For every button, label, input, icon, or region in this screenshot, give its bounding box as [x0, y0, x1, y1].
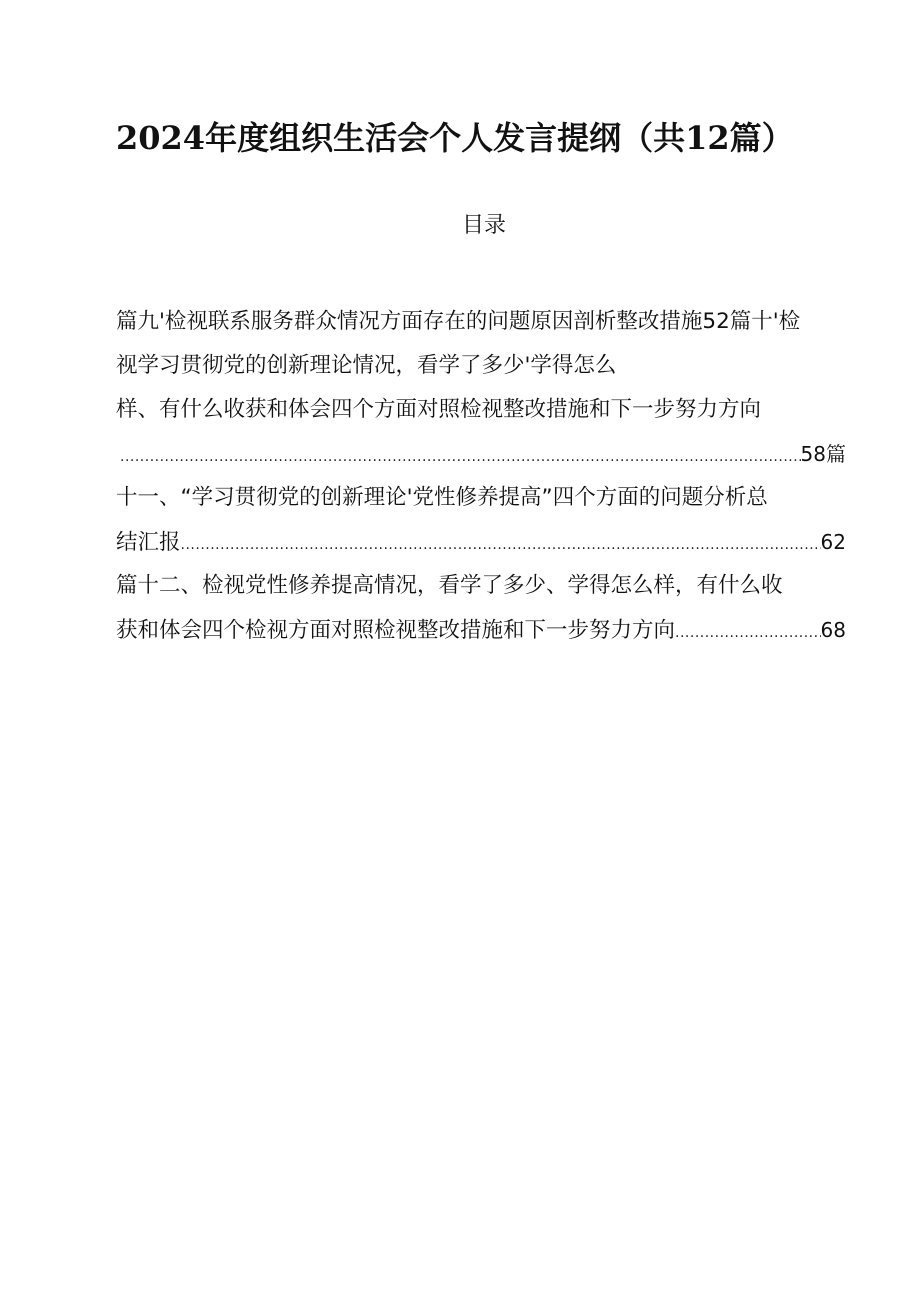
- toc-heading: 目录: [461, 213, 506, 238]
- dot-leader: [675, 611, 821, 652]
- toc-page-number: 58篇: [800, 442, 846, 466]
- document-title: 2024年度组织生活会个人发言提纲（共12篇）: [116, 119, 794, 157]
- dot-leader: [181, 523, 821, 564]
- toc-page-number: 68: [820, 618, 846, 642]
- toc-line: [116, 608, 846, 652]
- toc-line: [116, 344, 846, 388]
- toc-line-text: 篇九'检视联系服务群众情况方面存在的问题原因剖析整改措施52篇十'检: [116, 309, 801, 334]
- toc-line-text: 十一、“学习贯彻党的创新理论'党性修养提高”四个方面的问题分析总: [116, 485, 768, 510]
- toc-line: [116, 388, 846, 432]
- toc-line-text: 结汇报: [116, 530, 181, 555]
- toc-line: [116, 564, 846, 608]
- toc-line: [116, 520, 846, 564]
- toc-line: [116, 476, 846, 520]
- toc-line: [116, 432, 846, 476]
- toc-page-number: 62: [820, 530, 846, 554]
- toc-line-text: 篇十二、检视党性修养提高情况，看学了多少、学得怎么样，有什么收: [116, 573, 783, 598]
- toc-line-text: 获和体会四个检视方面对照检视整改措施和下一步努力方向: [116, 618, 676, 643]
- table-of-contents: [116, 300, 846, 652]
- toc-line: [116, 300, 846, 344]
- toc-line-text: 样、有什么收获和体会四个方面对照检视整改措施和下一步努力方向: [116, 397, 762, 422]
- toc-line-text: 视学习贯彻党的创新理论情况，看学了多少'学得怎么: [116, 353, 617, 378]
- dot-leader: [120, 435, 801, 476]
